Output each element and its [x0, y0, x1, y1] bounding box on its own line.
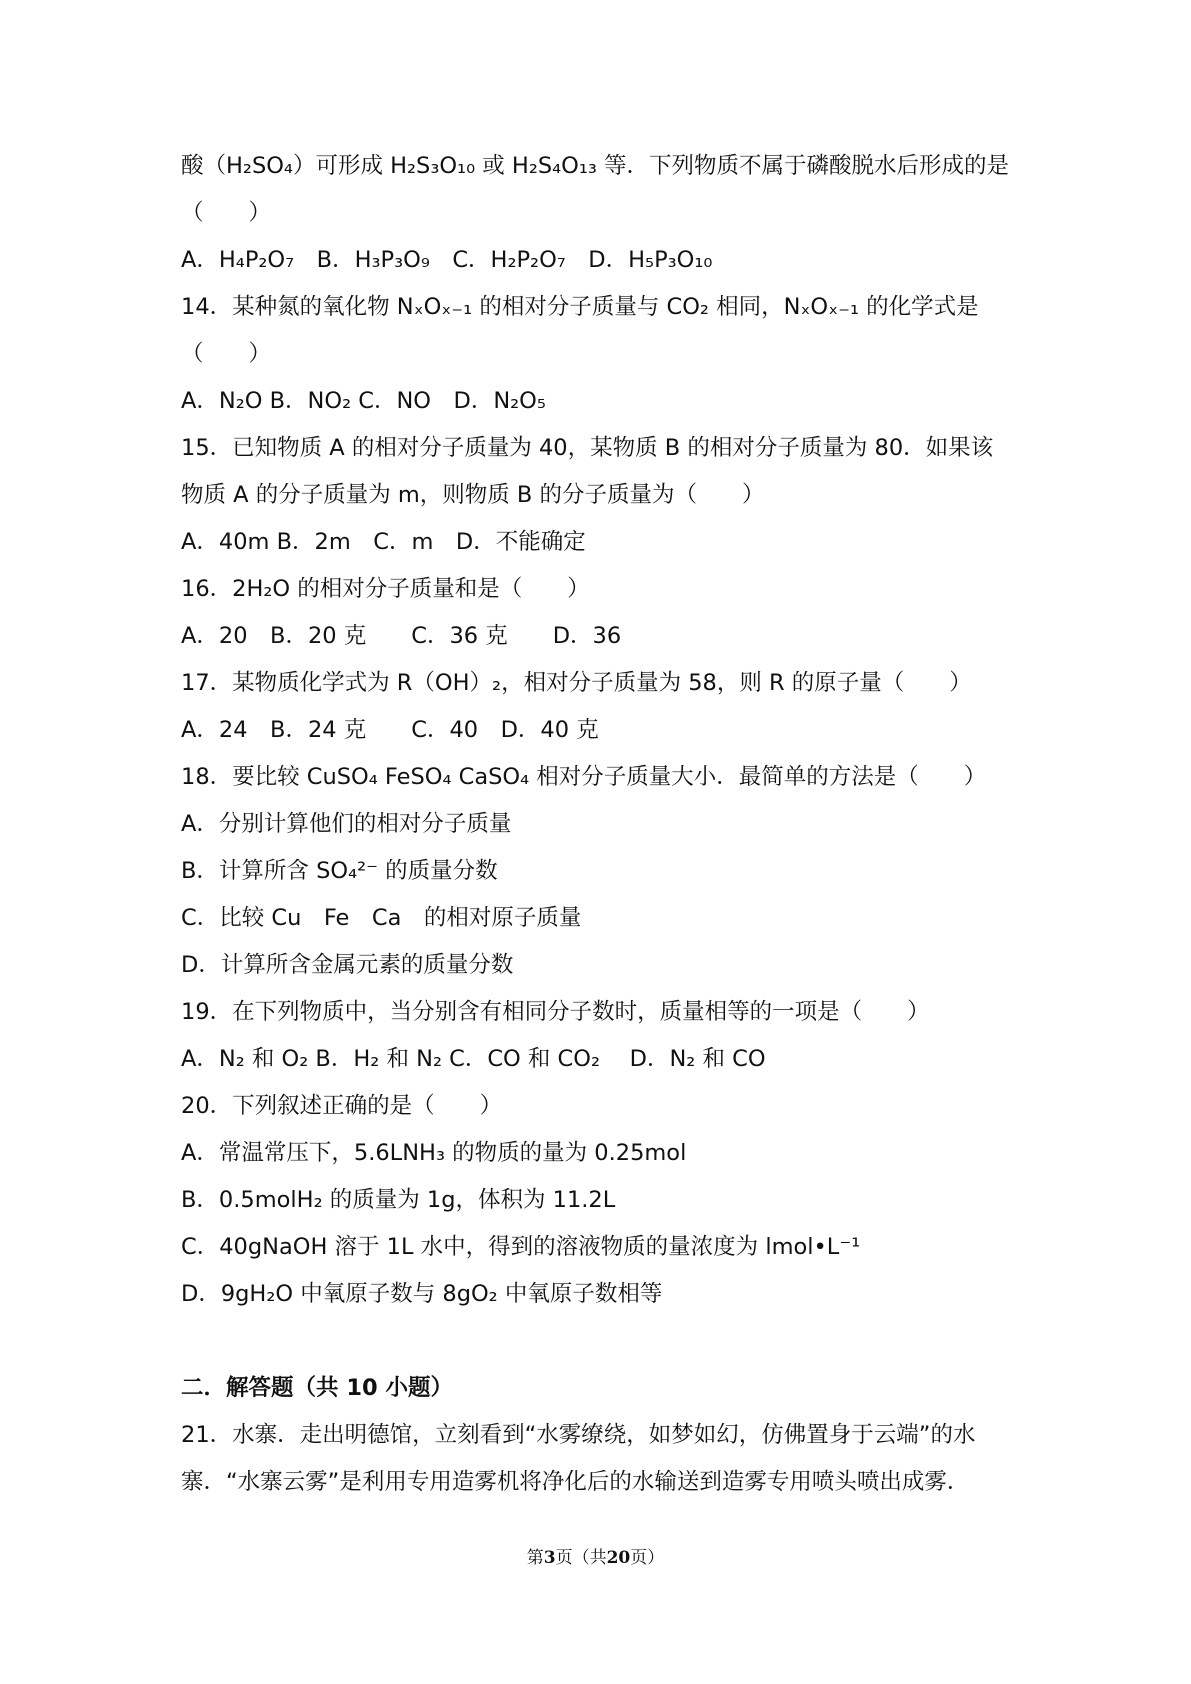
- question-17-options: A．24 B．24 克 C．40 D．40 克: [181, 717, 599, 743]
- question-15-options: A．40m B．2m C．m D．不能确定: [181, 529, 586, 555]
- footer-suffix: 页）: [630, 1548, 665, 1568]
- section-heading: 二．解答题（共 10 小题）: [181, 1375, 453, 1401]
- question-13-stem-cont: 酸（H₂SO₄）可形成 H₂S₃O₁₀ 或 H₂S₄O₁₃ 等．下列物质不属于磷酸脱水后形成的是: [181, 153, 1010, 179]
- question-14-blank: （ ）: [181, 341, 272, 367]
- question-13-blank: （ ）: [181, 200, 272, 226]
- question-19-options: A．N₂ 和 O₂ B．H₂ 和 N₂ C．CO 和 CO₂ D．N₂ 和 CO: [181, 1046, 766, 1072]
- question-18-stem: 18．要比较 CuSO₄ FeSO₄ CaSO₄ 相对分子质量大小．最简单的方法是（ ）: [181, 764, 987, 790]
- page-footer: [0, 1543, 1191, 1568]
- question-14-options: A．N₂O B．NO₂ C．NO D．N₂O₅: [181, 388, 546, 414]
- question-17-stem: 17．某物质化学式为 R（OH）₂，相对分子质量为 58，则 R 的原子量（ ）: [181, 670, 972, 696]
- footer-middle: 页（共: [555, 1548, 607, 1568]
- question-18-option-b: B．计算所含 SO₄²⁻ 的质量分数: [181, 858, 498, 884]
- question-15-stem: 15．已知物质 A 的相对分子质量为 40，某物质 B 的相对分子质量为 80．如果该: [181, 435, 994, 461]
- question-20-option-c: C．40gNaOH 溶于 1L 水中，得到的溶液物质的量浓度为 lmol•L⁻¹: [181, 1234, 861, 1260]
- question-13-options: A．H₄P₂O₇ B．H₃P₃O₉ C．H₂P₂O₇ D．H₅P₃O₁₀: [181, 247, 713, 273]
- question-19-stem: 19．在下列物质中，当分别含有相同分子数时，质量相等的一项是（ ）: [181, 999, 930, 1025]
- question-20-option-b: B．0.5molH₂ 的质量为 1g，体积为 11.2L: [181, 1187, 616, 1213]
- question-20-stem: 20．下列叙述正确的是（ ）: [181, 1093, 503, 1119]
- question-18-option-a: A．分别计算他们的相对分子质量: [181, 811, 512, 837]
- question-18-option-c: C．比较 Cu Fe Ca 的相对原子质量: [181, 905, 582, 931]
- question-16-stem: 16．2H₂O 的相对分子质量和是（ ）: [181, 576, 590, 602]
- footer-total-pages: 20: [606, 1548, 631, 1568]
- question-16-options: A．20 B．20 克 C．36 克 D．36: [181, 623, 622, 649]
- question-14-stem: 14．某种氮的氧化物 NₓOₓ₋₁ 的相对分子质量与 CO₂ 相同，NₓOₓ₋₁ 的化学式是: [181, 294, 979, 320]
- footer-prefix: 第: [526, 1548, 544, 1568]
- question-15-stem-cont: 物质 A 的分子质量为 m，则物质 B 的分子质量为（ ）: [181, 482, 765, 508]
- question-20-option-d: D．9gH₂O 中氧原子数与 8gO₂ 中氧原子数相等: [181, 1281, 663, 1307]
- footer-page-number: 3: [543, 1548, 556, 1568]
- question-21-stem: 21．水寨．走出明德馆，立刻看到“水雾缭绕，如梦如幻，仿佛置身于云端”的水: [181, 1422, 976, 1448]
- question-18-option-d: D．计算所含金属元素的质量分数: [181, 952, 514, 978]
- question-20-option-a: A．常温常压下，5.6LNH₃ 的物质的量为 0.25mol: [181, 1140, 687, 1166]
- question-21-stem-cont: 寨．“水寨云雾”是利用专用造雾机将净化后的水输送到造雾专用喷头喷出成雾．: [181, 1469, 970, 1495]
